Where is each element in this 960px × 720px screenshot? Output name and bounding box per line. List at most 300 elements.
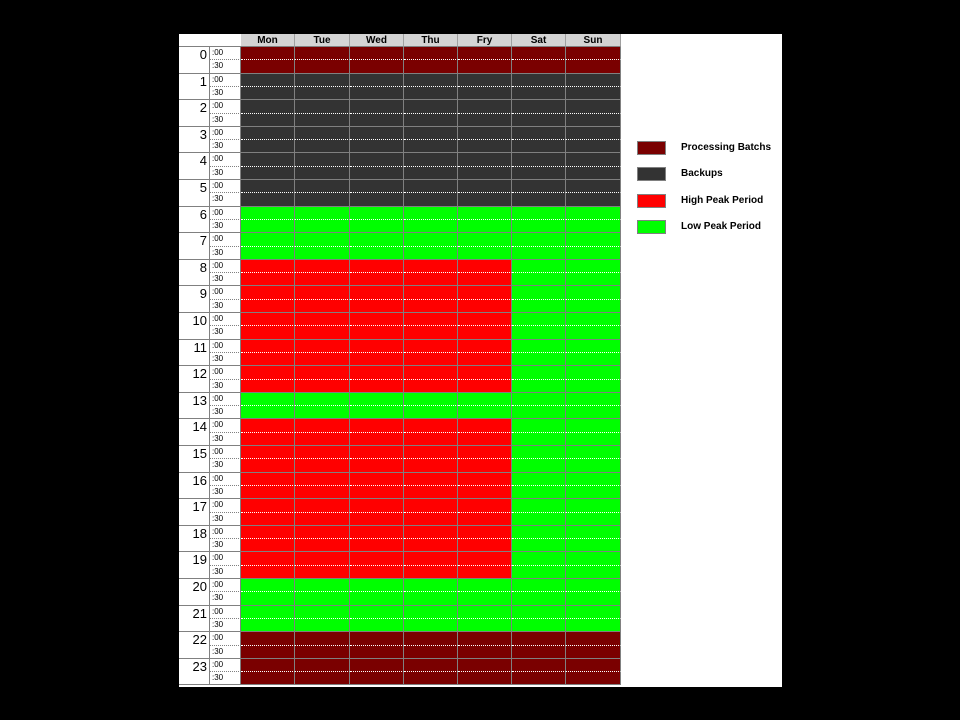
schedule-cell[interactable]	[295, 74, 350, 87]
schedule-cell[interactable]	[295, 366, 350, 380]
schedule-cell[interactable]	[241, 193, 295, 207]
schedule-cell[interactable]	[404, 193, 458, 207]
schedule-cell[interactable]	[566, 167, 621, 180]
schedule-cell[interactable]	[295, 353, 350, 366]
schedule-cell[interactable]	[350, 340, 404, 353]
schedule-cell[interactable]	[458, 486, 512, 499]
schedule-cell[interactable]	[512, 606, 566, 619]
schedule-cell[interactable]	[404, 619, 458, 632]
schedule-cell[interactable]	[295, 207, 350, 220]
schedule-cell[interactable]	[350, 552, 404, 566]
schedule-cell[interactable]	[404, 100, 458, 114]
schedule-cell[interactable]	[512, 220, 566, 233]
schedule-cell[interactable]	[404, 499, 458, 513]
schedule-cell[interactable]	[404, 247, 458, 260]
schedule-cell[interactable]	[295, 486, 350, 499]
schedule-cell[interactable]	[295, 87, 350, 100]
schedule-cell[interactable]	[295, 153, 350, 167]
schedule-cell[interactable]	[404, 579, 458, 592]
schedule-cell[interactable]	[404, 446, 458, 459]
schedule-cell[interactable]	[404, 60, 458, 74]
schedule-cell[interactable]	[566, 592, 621, 606]
schedule-cell[interactable]	[566, 140, 621, 153]
schedule-cell[interactable]	[458, 114, 512, 127]
schedule-cell[interactable]	[241, 140, 295, 153]
schedule-cell[interactable]	[512, 672, 566, 685]
schedule-cell[interactable]	[241, 233, 295, 247]
schedule-cell[interactable]	[404, 406, 458, 419]
schedule-cell[interactable]	[295, 220, 350, 233]
schedule-cell[interactable]	[241, 446, 295, 459]
schedule-cell[interactable]	[458, 100, 512, 114]
schedule-cell[interactable]	[404, 74, 458, 87]
schedule-cell[interactable]	[241, 606, 295, 619]
schedule-cell[interactable]	[512, 247, 566, 260]
schedule-cell[interactable]	[458, 180, 512, 193]
schedule-cell[interactable]	[458, 566, 512, 579]
schedule-cell[interactable]	[404, 47, 458, 60]
schedule-cell[interactable]	[350, 592, 404, 606]
schedule-cell[interactable]	[566, 486, 621, 499]
schedule-cell[interactable]	[404, 459, 458, 473]
schedule-cell[interactable]	[404, 659, 458, 672]
schedule-cell[interactable]	[404, 552, 458, 566]
schedule-cell[interactable]	[566, 127, 621, 140]
schedule-cell[interactable]	[566, 300, 621, 313]
schedule-cell[interactable]	[512, 393, 566, 406]
schedule-cell[interactable]	[458, 619, 512, 632]
schedule-cell[interactable]	[295, 180, 350, 193]
schedule-cell[interactable]	[512, 326, 566, 340]
schedule-cell[interactable]	[458, 300, 512, 313]
schedule-cell[interactable]	[241, 539, 295, 552]
schedule-cell[interactable]	[458, 140, 512, 153]
schedule-cell[interactable]	[512, 167, 566, 180]
schedule-cell[interactable]	[241, 87, 295, 100]
schedule-cell[interactable]	[458, 60, 512, 74]
schedule-cell[interactable]	[404, 260, 458, 273]
schedule-cell[interactable]	[404, 340, 458, 353]
schedule-cell[interactable]	[404, 313, 458, 326]
schedule-cell[interactable]	[295, 579, 350, 592]
schedule-cell[interactable]	[295, 247, 350, 260]
schedule-cell[interactable]	[512, 646, 566, 659]
schedule-cell[interactable]	[566, 433, 621, 446]
schedule-cell[interactable]	[458, 47, 512, 60]
schedule-cell[interactable]	[241, 127, 295, 140]
schedule-cell[interactable]	[458, 539, 512, 552]
schedule-cell[interactable]	[350, 60, 404, 74]
schedule-cell[interactable]	[350, 513, 404, 526]
schedule-cell[interactable]	[241, 180, 295, 193]
schedule-cell[interactable]	[512, 74, 566, 87]
schedule-cell[interactable]	[566, 499, 621, 513]
schedule-cell[interactable]	[241, 659, 295, 672]
schedule-cell[interactable]	[566, 619, 621, 632]
schedule-cell[interactable]	[512, 552, 566, 566]
schedule-cell[interactable]	[512, 207, 566, 220]
schedule-cell[interactable]	[350, 153, 404, 167]
schedule-cell[interactable]	[566, 366, 621, 380]
schedule-cell[interactable]	[566, 632, 621, 646]
schedule-cell[interactable]	[458, 446, 512, 459]
schedule-cell[interactable]	[241, 632, 295, 646]
schedule-cell[interactable]	[350, 74, 404, 87]
schedule-cell[interactable]	[458, 153, 512, 167]
schedule-cell[interactable]	[566, 153, 621, 167]
schedule-cell[interactable]	[566, 340, 621, 353]
schedule-cell[interactable]	[512, 592, 566, 606]
schedule-cell[interactable]	[458, 473, 512, 486]
schedule-cell[interactable]	[295, 646, 350, 659]
schedule-cell[interactable]	[350, 632, 404, 646]
schedule-cell[interactable]	[350, 313, 404, 326]
schedule-cell[interactable]	[241, 513, 295, 526]
schedule-cell[interactable]	[350, 526, 404, 539]
schedule-cell[interactable]	[458, 353, 512, 366]
schedule-cell[interactable]	[295, 114, 350, 127]
schedule-cell[interactable]	[512, 353, 566, 366]
schedule-cell[interactable]	[350, 127, 404, 140]
schedule-cell[interactable]	[512, 313, 566, 326]
schedule-cell[interactable]	[350, 114, 404, 127]
schedule-cell[interactable]	[404, 167, 458, 180]
schedule-cell[interactable]	[295, 286, 350, 300]
schedule-cell[interactable]	[566, 579, 621, 592]
schedule-cell[interactable]	[404, 273, 458, 286]
schedule-cell[interactable]	[458, 233, 512, 247]
schedule-cell[interactable]	[512, 419, 566, 433]
schedule-cell[interactable]	[404, 220, 458, 233]
schedule-cell[interactable]	[295, 459, 350, 473]
schedule-cell[interactable]	[566, 646, 621, 659]
schedule-cell[interactable]	[295, 326, 350, 340]
schedule-cell[interactable]	[295, 632, 350, 646]
schedule-cell[interactable]	[404, 632, 458, 646]
schedule-cell[interactable]	[404, 153, 458, 167]
schedule-cell[interactable]	[350, 393, 404, 406]
schedule-cell[interactable]	[295, 552, 350, 566]
schedule-cell[interactable]	[241, 406, 295, 419]
schedule-cell[interactable]	[350, 433, 404, 446]
schedule-cell[interactable]	[566, 552, 621, 566]
schedule-cell[interactable]	[350, 566, 404, 579]
schedule-cell[interactable]	[241, 286, 295, 300]
schedule-cell[interactable]	[512, 380, 566, 393]
schedule-cell[interactable]	[241, 393, 295, 406]
schedule-cell[interactable]	[295, 513, 350, 526]
schedule-cell[interactable]	[241, 672, 295, 685]
schedule-cell[interactable]	[404, 513, 458, 526]
schedule-cell[interactable]	[350, 180, 404, 193]
schedule-cell[interactable]	[512, 340, 566, 353]
schedule-cell[interactable]	[404, 300, 458, 313]
schedule-cell[interactable]	[350, 646, 404, 659]
schedule-cell[interactable]	[295, 260, 350, 273]
schedule-cell[interactable]	[458, 74, 512, 87]
schedule-cell[interactable]	[295, 340, 350, 353]
schedule-cell[interactable]	[350, 419, 404, 433]
schedule-cell[interactable]	[350, 47, 404, 60]
schedule-cell[interactable]	[295, 526, 350, 539]
schedule-cell[interactable]	[241, 619, 295, 632]
schedule-cell[interactable]	[458, 459, 512, 473]
schedule-cell[interactable]	[512, 459, 566, 473]
schedule-cell[interactable]	[350, 87, 404, 100]
schedule-cell[interactable]	[404, 233, 458, 247]
schedule-cell[interactable]	[241, 433, 295, 446]
schedule-cell[interactable]	[458, 207, 512, 220]
schedule-cell[interactable]	[241, 526, 295, 539]
schedule-cell[interactable]	[512, 486, 566, 499]
schedule-cell[interactable]	[566, 74, 621, 87]
schedule-cell[interactable]	[512, 619, 566, 632]
schedule-cell[interactable]	[458, 220, 512, 233]
schedule-cell[interactable]	[350, 473, 404, 486]
schedule-cell[interactable]	[566, 513, 621, 526]
schedule-cell[interactable]	[512, 60, 566, 74]
schedule-cell[interactable]	[566, 207, 621, 220]
schedule-cell[interactable]	[295, 433, 350, 446]
schedule-cell[interactable]	[512, 446, 566, 459]
schedule-cell[interactable]	[241, 300, 295, 313]
schedule-cell[interactable]	[404, 419, 458, 433]
schedule-cell[interactable]	[241, 47, 295, 60]
schedule-cell[interactable]	[241, 340, 295, 353]
schedule-cell[interactable]	[295, 499, 350, 513]
schedule-cell[interactable]	[350, 579, 404, 592]
schedule-cell[interactable]	[241, 486, 295, 499]
schedule-cell[interactable]	[458, 646, 512, 659]
schedule-cell[interactable]	[566, 672, 621, 685]
schedule-cell[interactable]	[458, 606, 512, 619]
schedule-cell[interactable]	[566, 87, 621, 100]
schedule-cell[interactable]	[512, 260, 566, 273]
schedule-cell[interactable]	[295, 167, 350, 180]
schedule-cell[interactable]	[241, 273, 295, 286]
schedule-cell[interactable]	[241, 207, 295, 220]
schedule-cell[interactable]	[295, 233, 350, 247]
schedule-cell[interactable]	[404, 366, 458, 380]
schedule-cell[interactable]	[458, 193, 512, 207]
schedule-cell[interactable]	[350, 100, 404, 114]
schedule-cell[interactable]	[458, 273, 512, 286]
schedule-cell[interactable]	[512, 366, 566, 380]
schedule-cell[interactable]	[241, 566, 295, 579]
schedule-cell[interactable]	[458, 127, 512, 140]
schedule-cell[interactable]	[566, 353, 621, 366]
schedule-cell[interactable]	[458, 499, 512, 513]
schedule-cell[interactable]	[295, 313, 350, 326]
schedule-cell[interactable]	[241, 260, 295, 273]
schedule-cell[interactable]	[458, 592, 512, 606]
schedule-cell[interactable]	[512, 140, 566, 153]
schedule-cell[interactable]	[566, 47, 621, 60]
schedule-cell[interactable]	[295, 140, 350, 153]
schedule-cell[interactable]	[566, 419, 621, 433]
schedule-cell[interactable]	[350, 193, 404, 207]
schedule-cell[interactable]	[350, 459, 404, 473]
schedule-cell[interactable]	[566, 473, 621, 486]
schedule-cell[interactable]	[404, 526, 458, 539]
schedule-cell[interactable]	[512, 566, 566, 579]
schedule-cell[interactable]	[241, 220, 295, 233]
schedule-cell[interactable]	[458, 513, 512, 526]
schedule-cell[interactable]	[458, 286, 512, 300]
schedule-cell[interactable]	[512, 47, 566, 60]
schedule-cell[interactable]	[404, 380, 458, 393]
schedule-cell[interactable]	[458, 433, 512, 446]
schedule-cell[interactable]	[512, 153, 566, 167]
schedule-cell[interactable]	[241, 247, 295, 260]
schedule-cell[interactable]	[295, 380, 350, 393]
schedule-cell[interactable]	[350, 539, 404, 552]
schedule-cell[interactable]	[458, 632, 512, 646]
schedule-cell[interactable]	[512, 433, 566, 446]
schedule-cell[interactable]	[404, 473, 458, 486]
schedule-cell[interactable]	[458, 380, 512, 393]
schedule-cell[interactable]	[295, 659, 350, 672]
schedule-cell[interactable]	[566, 313, 621, 326]
schedule-cell[interactable]	[512, 233, 566, 247]
schedule-cell[interactable]	[458, 579, 512, 592]
schedule-cell[interactable]	[458, 340, 512, 353]
schedule-cell[interactable]	[350, 446, 404, 459]
schedule-cell[interactable]	[404, 326, 458, 340]
schedule-cell[interactable]	[566, 260, 621, 273]
schedule-cell[interactable]	[350, 606, 404, 619]
schedule-cell[interactable]	[350, 366, 404, 380]
schedule-cell[interactable]	[458, 366, 512, 380]
schedule-cell[interactable]	[350, 273, 404, 286]
schedule-cell[interactable]	[512, 579, 566, 592]
schedule-cell[interactable]	[404, 606, 458, 619]
schedule-cell[interactable]	[241, 366, 295, 380]
schedule-cell[interactable]	[458, 87, 512, 100]
schedule-cell[interactable]	[512, 127, 566, 140]
schedule-cell[interactable]	[350, 353, 404, 366]
schedule-cell[interactable]	[458, 659, 512, 672]
schedule-cell[interactable]	[404, 393, 458, 406]
schedule-cell[interactable]	[566, 247, 621, 260]
schedule-cell[interactable]	[512, 193, 566, 207]
schedule-cell[interactable]	[404, 672, 458, 685]
schedule-cell[interactable]	[350, 286, 404, 300]
schedule-cell[interactable]	[566, 100, 621, 114]
schedule-cell[interactable]	[512, 286, 566, 300]
schedule-cell[interactable]	[295, 539, 350, 552]
schedule-cell[interactable]	[566, 526, 621, 539]
schedule-cell[interactable]	[241, 579, 295, 592]
schedule-cell[interactable]	[512, 87, 566, 100]
schedule-cell[interactable]	[241, 167, 295, 180]
schedule-cell[interactable]	[458, 393, 512, 406]
schedule-cell[interactable]	[512, 100, 566, 114]
schedule-cell[interactable]	[295, 419, 350, 433]
schedule-cell[interactable]	[404, 87, 458, 100]
schedule-cell[interactable]	[512, 659, 566, 672]
schedule-cell[interactable]	[512, 180, 566, 193]
schedule-cell[interactable]	[350, 300, 404, 313]
schedule-cell[interactable]	[295, 100, 350, 114]
schedule-cell[interactable]	[350, 326, 404, 340]
schedule-cell[interactable]	[241, 326, 295, 340]
schedule-cell[interactable]	[295, 406, 350, 419]
schedule-cell[interactable]	[458, 672, 512, 685]
schedule-cell[interactable]	[404, 286, 458, 300]
schedule-cell[interactable]	[566, 606, 621, 619]
schedule-cell[interactable]	[295, 193, 350, 207]
schedule-cell[interactable]	[241, 419, 295, 433]
schedule-cell[interactable]	[241, 74, 295, 87]
schedule-cell[interactable]	[295, 393, 350, 406]
schedule-cell[interactable]	[295, 127, 350, 140]
schedule-cell[interactable]	[295, 592, 350, 606]
schedule-cell[interactable]	[566, 459, 621, 473]
schedule-cell[interactable]	[350, 406, 404, 419]
schedule-cell[interactable]	[350, 619, 404, 632]
schedule-cell[interactable]	[458, 313, 512, 326]
schedule-cell[interactable]	[350, 140, 404, 153]
schedule-cell[interactable]	[566, 326, 621, 340]
schedule-cell[interactable]	[295, 619, 350, 632]
schedule-cell[interactable]	[458, 326, 512, 340]
schedule-cell[interactable]	[241, 473, 295, 486]
schedule-cell[interactable]	[350, 247, 404, 260]
schedule-cell[interactable]	[458, 552, 512, 566]
schedule-cell[interactable]	[350, 167, 404, 180]
schedule-cell[interactable]	[404, 539, 458, 552]
schedule-cell[interactable]	[512, 273, 566, 286]
schedule-cell[interactable]	[404, 486, 458, 499]
schedule-cell[interactable]	[566, 273, 621, 286]
schedule-cell[interactable]	[295, 566, 350, 579]
schedule-cell[interactable]	[241, 552, 295, 566]
schedule-cell[interactable]	[295, 672, 350, 685]
schedule-cell[interactable]	[566, 114, 621, 127]
schedule-cell[interactable]	[404, 353, 458, 366]
schedule-cell[interactable]	[350, 672, 404, 685]
schedule-cell[interactable]	[241, 459, 295, 473]
schedule-cell[interactable]	[566, 286, 621, 300]
schedule-cell[interactable]	[566, 393, 621, 406]
schedule-cell[interactable]	[512, 499, 566, 513]
schedule-cell[interactable]	[241, 592, 295, 606]
schedule-cell[interactable]	[404, 114, 458, 127]
schedule-cell[interactable]	[566, 539, 621, 552]
schedule-cell[interactable]	[295, 606, 350, 619]
schedule-cell[interactable]	[241, 60, 295, 74]
schedule-cell[interactable]	[404, 180, 458, 193]
schedule-cell[interactable]	[458, 406, 512, 419]
schedule-cell[interactable]	[295, 473, 350, 486]
schedule-cell[interactable]	[404, 433, 458, 446]
schedule-cell[interactable]	[566, 566, 621, 579]
schedule-cell[interactable]	[458, 167, 512, 180]
schedule-cell[interactable]	[458, 247, 512, 260]
schedule-cell[interactable]	[566, 60, 621, 74]
schedule-cell[interactable]	[404, 566, 458, 579]
schedule-cell[interactable]	[404, 646, 458, 659]
schedule-cell[interactable]	[512, 513, 566, 526]
schedule-cell[interactable]	[350, 486, 404, 499]
schedule-cell[interactable]	[241, 380, 295, 393]
schedule-cell[interactable]	[512, 406, 566, 419]
schedule-cell[interactable]	[241, 153, 295, 167]
schedule-cell[interactable]	[241, 499, 295, 513]
schedule-cell[interactable]	[295, 300, 350, 313]
schedule-cell[interactable]	[295, 446, 350, 459]
